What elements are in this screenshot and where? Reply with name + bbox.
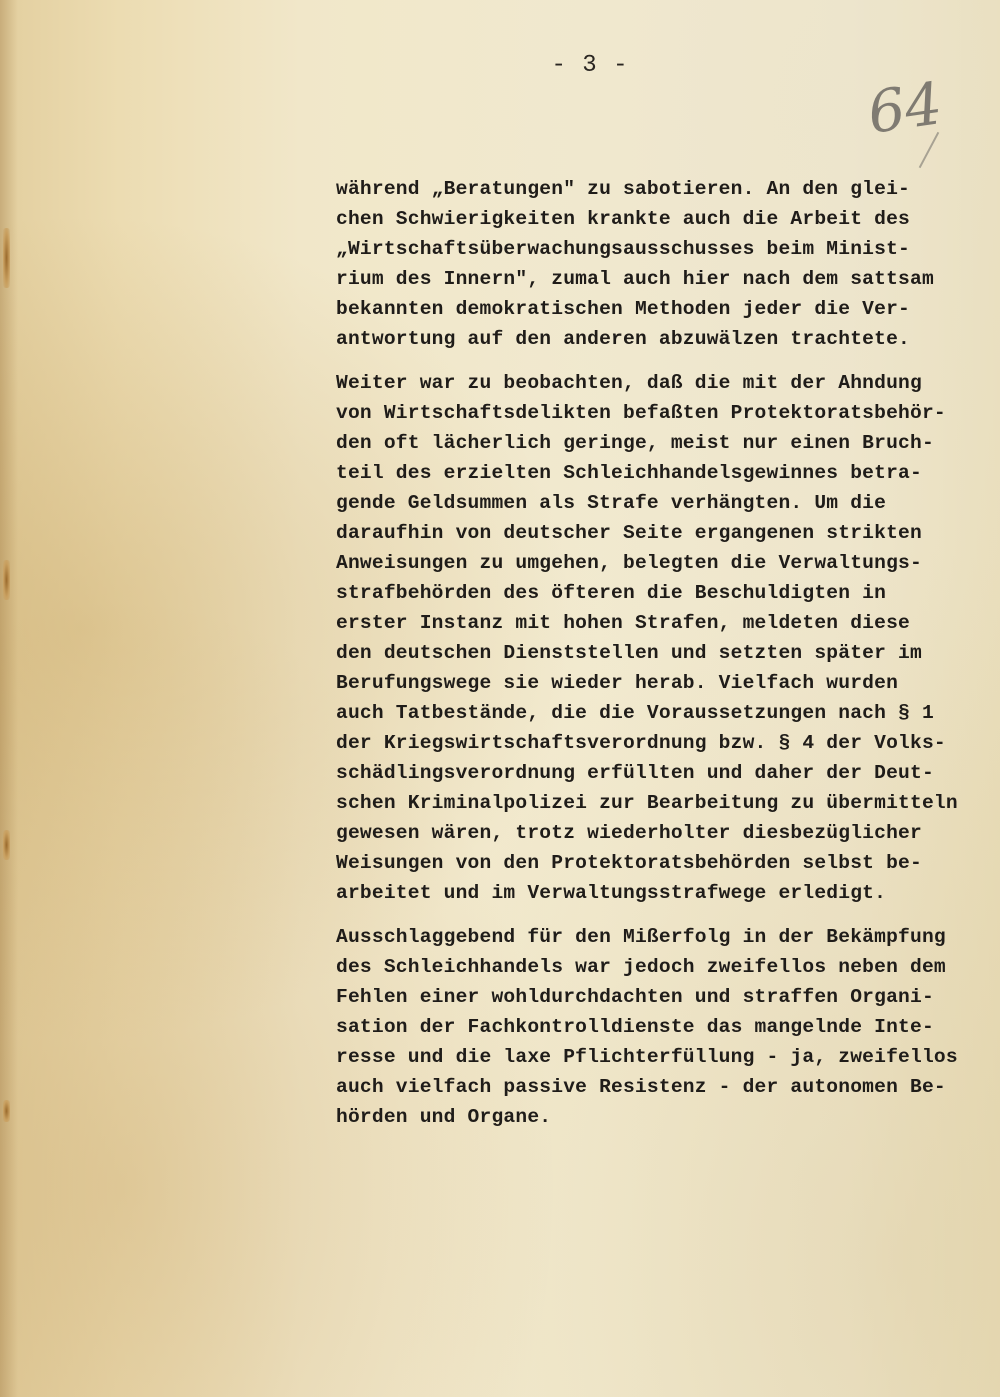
punch-hole-mark bbox=[3, 1100, 10, 1122]
punch-hole-mark bbox=[3, 560, 10, 600]
text-line: schen Kriminalpolizei zur Bearbeitung zu übermitteln bbox=[336, 792, 958, 814]
text-line: der Kriegswirtschaftsverordnung bzw. § 4 der Volks- bbox=[336, 732, 946, 754]
text-line: hörden und Organe. bbox=[336, 1106, 552, 1128]
text-line: teil des erzielten Schleichhandelsgewinnes betra- bbox=[336, 462, 922, 484]
text-line: sation der Fachkontrolldienste das mangelnde Inte- bbox=[336, 1016, 934, 1038]
text-line: resse und die laxe Pflichterfüllung - ja, zweifellos bbox=[336, 1046, 958, 1068]
text-line: antwortung auf den anderen abzuwälzen trachtete. bbox=[336, 328, 910, 350]
typewritten-body bbox=[336, 174, 976, 1146]
text-line: erster Instanz mit hohen Strafen, meldeten diese bbox=[336, 612, 910, 634]
text-line: Weiter war zu beobachten, daß die mit der Ahndung bbox=[336, 372, 922, 394]
text-line: rium des Innern", zumal auch hier nach dem sattsam bbox=[336, 268, 934, 290]
punch-hole-mark bbox=[3, 228, 10, 288]
text-line: chen Schwierigkeiten krankte auch die Arbeit des bbox=[336, 208, 910, 230]
text-line: gewesen wären, trotz wiederholter diesbezüglicher bbox=[336, 822, 922, 844]
text-line: arbeitet und im Verwaltungsstrafwege erledigt. bbox=[336, 882, 887, 904]
text-line: Ausschlaggebend für den Mißerfolg in der Bekämpfung bbox=[336, 926, 946, 948]
text-line: Weisungen von den Protektoratsbehörden selbst be- bbox=[336, 852, 922, 874]
folio-number: 64 bbox=[863, 69, 947, 147]
paragraph-3 bbox=[336, 922, 976, 1132]
text-line: auch Tatbestände, die die Voraussetzungen nach § 1 bbox=[336, 702, 934, 724]
text-line: den oft lächerlich geringe, meist nur einen Bruch- bbox=[336, 432, 934, 454]
paragraph-1 bbox=[336, 174, 976, 354]
text-line: den deutschen Dienststellen und setzten später im bbox=[336, 642, 922, 664]
text-line: des Schleichhandels war jedoch zweifellos neben dem bbox=[336, 956, 946, 978]
text-line: während „Beratungen" zu sabotieren. An den glei- bbox=[336, 178, 910, 200]
text-line: strafbehörden des öfteren die Beschuldigten in bbox=[336, 582, 887, 604]
paragraph-2 bbox=[336, 368, 976, 908]
punch-hole-mark bbox=[3, 830, 10, 860]
text-line: daraufhin von deutscher Seite ergangenen strikten bbox=[336, 522, 922, 544]
text-line: Fehlen einer wohldurchdachten und straffen Organi- bbox=[336, 986, 934, 1008]
text-line: „Wirtschaftsüberwachungsausschusses beim Minist- bbox=[336, 238, 910, 260]
text-line: bekannten demokratischen Methoden jeder die Ver- bbox=[336, 298, 910, 320]
text-line: von Wirtschaftsdelikten befaßten Protektoratsbehör- bbox=[336, 402, 946, 424]
page-number: - 3 - bbox=[551, 52, 629, 79]
text-line: gende Geldsummen als Strafe verhängten. Um die bbox=[336, 492, 887, 514]
text-line: schädlingsverordnung erfüllten und daher der Deut- bbox=[336, 762, 934, 784]
text-line: auch vielfach passive Resistenz - der autonomen Be- bbox=[336, 1076, 946, 1098]
page-edge-shadow bbox=[0, 0, 18, 1397]
text-line: Anweisungen zu umgehen, belegten die Verwaltungs- bbox=[336, 552, 922, 574]
text-line: Berufungswege sie wieder herab. Vielfach wurden bbox=[336, 672, 899, 694]
